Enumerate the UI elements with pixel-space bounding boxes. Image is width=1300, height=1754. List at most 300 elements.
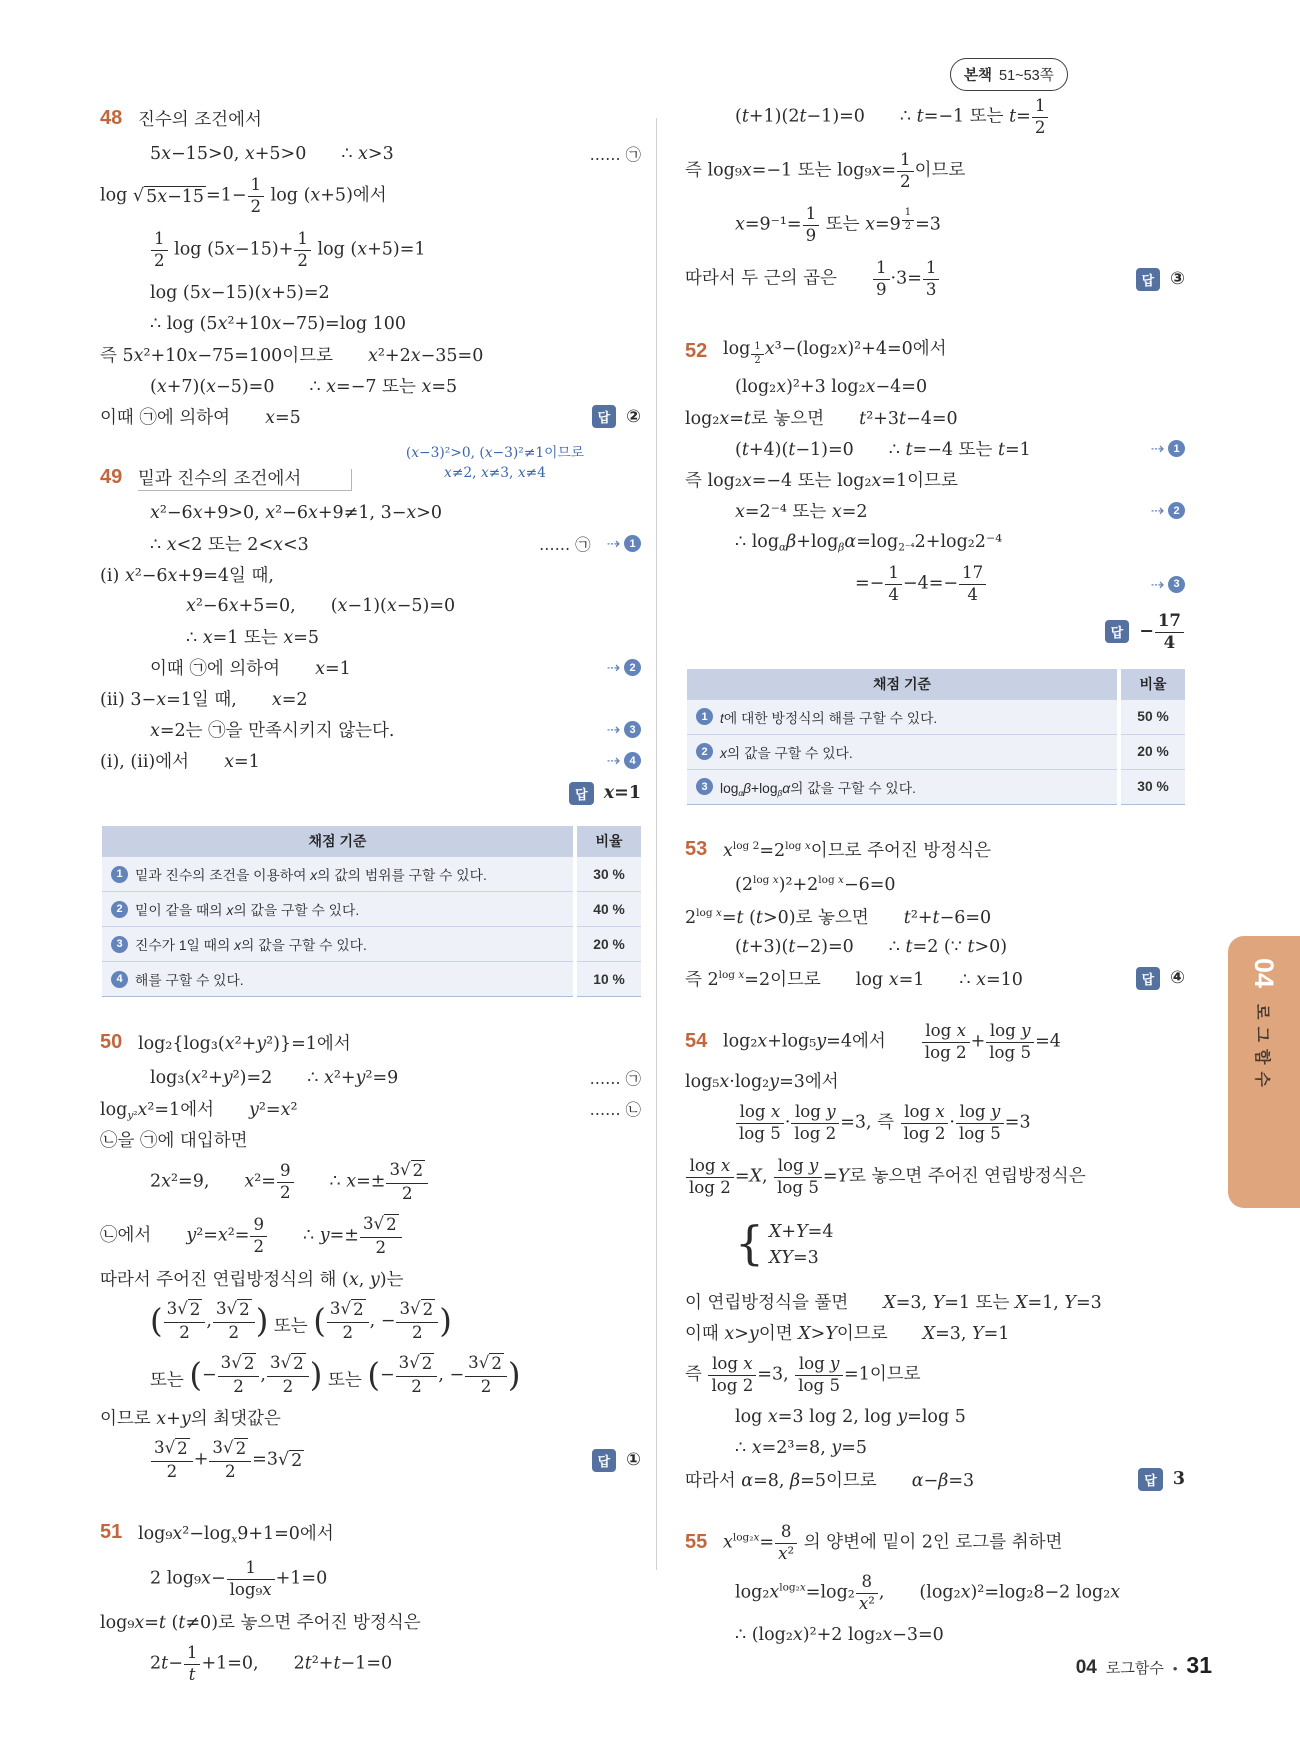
numerator: log y: [774, 1156, 822, 1178]
solution-line: [100, 683, 641, 714]
variable: y: [369, 1270, 380, 1290]
variable: x: [406, 502, 417, 523]
variable: y: [769, 1071, 780, 1092]
variable: x: [368, 346, 378, 366]
ratio-panel: [577, 826, 641, 997]
subscript: [231, 1533, 237, 1545]
variable: x: [150, 502, 160, 523]
problem-51: [100, 1514, 641, 1691]
radical-icon: √: [277, 1449, 290, 1470]
solution-line: [685, 611, 1185, 653]
fraction: [686, 1156, 734, 1198]
square-root: [479, 1353, 504, 1375]
fraction: [901, 1102, 949, 1144]
variable: x: [201, 1568, 211, 1589]
problem-number: 50: [100, 1030, 123, 1053]
math-expression: 즉 $\frac{\text{log x}}{\log 2}$ =3, $\frac{\text{log y}}{\log 5}$ =1이므로: [685, 1353, 921, 1395]
ratio-value: 10 %: [577, 961, 641, 996]
fraction: [986, 1021, 1034, 1063]
variable: y: [256, 1033, 267, 1054]
fraction: [184, 1643, 201, 1685]
variable: β: [790, 1470, 801, 1491]
step-arrow-icon: ⇢: [606, 720, 620, 739]
denominator: x²: [778, 1543, 795, 1563]
denominator: 2: [250, 197, 262, 216]
variable: β: [786, 531, 797, 552]
math-expression: 즉 5x²+10x−75=100이므로 x²+2x−35=0: [100, 346, 484, 366]
fraction: [294, 229, 311, 271]
solution-line: [100, 559, 641, 590]
solution-line: [100, 621, 641, 652]
problem-52: [685, 333, 1185, 805]
variable: x: [741, 471, 752, 491]
math-expression: (log₂x)²+3 log₂x−4=0: [735, 376, 928, 397]
subscript: 2⁻⁴: [898, 541, 915, 554]
square-root: [400, 1160, 425, 1182]
denominator: 2: [375, 1237, 387, 1257]
numerator: log y: [986, 1021, 1034, 1043]
numerator: 3 √ 2: [218, 1353, 260, 1377]
annotation-line: x≠2, x≠3, x≠4: [444, 465, 546, 481]
radical-icon: √: [223, 1438, 234, 1458]
variable: x: [738, 969, 745, 982]
step-marker: [607, 534, 641, 553]
solution-line: [100, 714, 641, 745]
variable: x: [124, 566, 135, 586]
numerator: log x: [708, 1354, 756, 1376]
variable: x: [724, 1323, 735, 1344]
numerator: 3 √ 2: [386, 1160, 428, 1184]
answer-value: ④: [1170, 968, 1185, 989]
step-number-badge: 2: [624, 659, 641, 676]
right-column: [685, 90, 1185, 1678]
problem-head: [685, 1522, 1185, 1564]
denominator: 2: [904, 220, 912, 232]
variable: x: [217, 1225, 228, 1246]
variable: Y: [932, 1292, 945, 1313]
denominator: 2: [154, 251, 165, 270]
variable: x: [200, 282, 211, 303]
math-expression: x=2는 ㉠을 만족시키지 않는다.: [150, 721, 395, 741]
solution-line: [100, 370, 641, 401]
criteria-number-badge: 4: [111, 971, 128, 988]
math-expression: log₃(x²+y²)=2 ∴ x²+y²=9: [150, 1067, 399, 1088]
math-expression: 2x²=9, x²= $\frac{9}{2}$ ∴ x=± 3 √ 2 2: [150, 1160, 429, 1204]
fraction: [386, 1160, 428, 1204]
reference-mark: …… ㉡: [589, 1100, 641, 1119]
ratio-panel: [1121, 669, 1185, 805]
variable: t: [905, 440, 913, 460]
denominator: 4: [967, 585, 978, 604]
variable: x: [167, 566, 178, 586]
denominator: log 2: [711, 1375, 754, 1395]
radicand: 2: [412, 1161, 424, 1181]
fraction: [791, 1102, 839, 1144]
answer-value: ②: [626, 406, 641, 427]
numerator: 1: [1032, 96, 1049, 118]
fraction: [803, 204, 820, 246]
solution-line: [100, 1606, 641, 1637]
table-row: [102, 891, 573, 926]
solution-line: [100, 652, 641, 683]
variable: x: [444, 465, 452, 481]
line-marks: [1093, 611, 1185, 653]
square-root: [133, 186, 206, 209]
step-arrow-icon: ⇢: [606, 751, 620, 770]
variable: x: [150, 721, 160, 741]
fraction: [856, 1572, 878, 1614]
variable: x: [234, 938, 242, 953]
math-expression: x²−6x+5=0, (x−1)(x−5)=0: [186, 595, 456, 616]
math-expression: 따라서 두 근의 곱은 $\frac{1}{9}$ ·3= $\frac{1}{3}$: [685, 258, 940, 300]
variable: x: [741, 160, 752, 181]
variable: Y: [837, 1166, 850, 1187]
math-expression: 이 연립방정식을 풀면 X=3, Y=1 또는 X=1, Y=3: [685, 1292, 1102, 1313]
variable: x: [772, 874, 779, 887]
variable: t: [1009, 106, 1017, 127]
fraction: [396, 1299, 438, 1343]
problem-head: [685, 832, 1185, 868]
variable: t: [161, 1653, 169, 1674]
chapter-number: 04: [1249, 958, 1280, 989]
variable: x: [480, 465, 489, 481]
numerator: 1: [923, 258, 940, 280]
variable: Y: [825, 1323, 837, 1344]
answer-value: 3: [1172, 1469, 1185, 1490]
line-marks: [578, 1067, 641, 1089]
table-row: [687, 699, 1117, 734]
square-root: [231, 1353, 256, 1375]
answer-value: ③: [1170, 269, 1185, 289]
variable: x: [358, 143, 368, 164]
step-arrow-icon: ⇢: [1150, 439, 1164, 458]
variable: XY: [768, 1247, 793, 1268]
variable: x: [484, 445, 493, 461]
variable: x: [310, 868, 318, 883]
variable: y: [816, 1031, 827, 1052]
table-row: [687, 734, 1117, 769]
problem-number: 53: [685, 838, 708, 861]
page-ref-badge: [950, 58, 1068, 91]
variable: x: [799, 1581, 806, 1594]
math-expression: x=2⁻⁴ 또는 x=2: [735, 502, 868, 522]
variable: α: [844, 531, 857, 552]
denominator: 2: [225, 1461, 236, 1481]
fraction: [873, 258, 890, 300]
variable: y: [826, 1101, 836, 1121]
step-marker: [1151, 439, 1185, 458]
square-root: [177, 1299, 202, 1321]
solution-line: [100, 1637, 641, 1691]
math-expression: ㉡에서 y²=x²= $\frac{9}{2}$ ∴ y=± 3 √ 2 2: [100, 1214, 403, 1258]
denominator: 9: [805, 226, 817, 245]
numerator: 8: [775, 1522, 797, 1544]
denominator: log 2: [794, 1123, 837, 1143]
math-expression: x²−6x+9>0, x²−6x+9≠1, 3−x>0: [150, 502, 443, 523]
answer-value: − $\frac{17}{4}$: [1139, 611, 1185, 653]
variable: Y: [972, 1323, 984, 1344]
answer-value: ①: [626, 1450, 641, 1470]
footer-separator-icon: •: [1172, 1661, 1178, 1676]
superscript: log₂x: [732, 1531, 760, 1544]
math-expression: 진수의 조건에서: [138, 109, 262, 130]
criteria-number-badge: 1: [696, 708, 713, 725]
ratio-value: 30 %: [577, 856, 641, 891]
variable: x: [778, 1543, 788, 1563]
variable: α: [782, 780, 791, 796]
criteria-number-badge: 3: [111, 936, 128, 953]
denominator: 2: [754, 355, 761, 367]
annotation-connector: [351, 469, 352, 490]
variable: x: [231, 1533, 238, 1546]
variable: x: [186, 595, 196, 616]
variable: x: [720, 1155, 731, 1175]
variable: t: [932, 907, 940, 928]
variable: y: [808, 1155, 819, 1175]
numerator: 1: [885, 563, 902, 585]
criteria-text: 해를 구할 수 있다.: [135, 973, 244, 988]
solution-line: [685, 464, 1185, 495]
variable: α: [911, 1470, 924, 1491]
variable: x: [271, 690, 282, 710]
variable: x: [156, 377, 167, 397]
line-marks: [595, 720, 641, 739]
radical-icon: √: [400, 1160, 411, 1180]
math-expression: log₉x=t (t≠0)로 놓으면 주어진 방정식은: [100, 1613, 421, 1633]
variable: y: [319, 1225, 330, 1246]
variable: x: [976, 969, 986, 990]
math-expression: (x+7)(x−5)=0 ∴ x=−7 또는 x=5: [150, 377, 458, 397]
variable: y: [127, 1109, 134, 1122]
paren-group: ( 3 √ 2 2 , 3 √ 2 2 ): [150, 1299, 269, 1342]
footer-chapter-number: 04: [1075, 1657, 1097, 1678]
variable: Y: [1064, 1292, 1076, 1313]
variable: x: [265, 502, 276, 523]
variable: x: [244, 143, 255, 164]
solution-line: [685, 1204, 1185, 1286]
solution-line: [100, 1155, 641, 1209]
denominator: 2: [480, 1376, 492, 1396]
line-marks: [1139, 575, 1185, 594]
step-number-badge: 3: [624, 721, 641, 738]
math-expression: 즉 log₉x=−1 또는 log₉x= $\frac{1}{2}$ 이므로: [685, 150, 966, 191]
radical-icon: √: [226, 1299, 238, 1319]
step-marker: [1151, 575, 1185, 594]
radicand: 5x−15: [146, 186, 205, 207]
solution-line: [685, 901, 1185, 932]
solution-line: [685, 1566, 1185, 1620]
variable: t: [916, 106, 924, 127]
math-expression: $x^{log_2x}=$ $\frac{8}{\text{x²}}$ 의 양변에 밑이 2인 로그를 취하면: [723, 1521, 1063, 1563]
fraction: [736, 1102, 784, 1144]
denominator: 2: [253, 1237, 265, 1256]
solution-line: [100, 528, 641, 559]
solution-line: [685, 1286, 1185, 1317]
solution-line: [685, 1464, 1185, 1495]
problem-number: 51: [100, 1520, 123, 1543]
variable: x: [315, 659, 325, 679]
solution-line: [100, 138, 641, 169]
table-row: [102, 856, 573, 891]
solution-line: [100, 1294, 641, 1348]
variable: x: [202, 628, 213, 648]
problem-54: [685, 1021, 1185, 1495]
left-column: [100, 100, 641, 1718]
math-expression: log₂x=t로 놓으면 t²+3t−4=0: [685, 409, 958, 429]
math-expression: ∴ x=1 또는 x=5: [186, 628, 319, 648]
denominator: [184, 1665, 201, 1685]
variable: X: [922, 1323, 936, 1344]
math-expression: 이때 ㉠에 의하여 x=1: [150, 659, 351, 679]
math-expression: ( 3 √ 2 2 , 3 √ 2 2 ) 또는 ( 3 √ 2 2 , − 3 √ 2 2 ): [150, 1299, 452, 1342]
numerator: log x: [736, 1102, 784, 1124]
line-marks: [595, 658, 641, 677]
numerator: 3 √ 2: [360, 1214, 402, 1238]
radical-icon: √: [177, 1299, 188, 1319]
radicand: 2: [422, 1300, 434, 1320]
denominator: x²: [858, 1593, 875, 1613]
math-expression: $\log_2x^{log_2x}=\log_2$ $\frac{8}{\text{x²}}$ , (log₂x)²=log₂8−2 log₂x: [735, 1571, 1121, 1613]
variable: X: [883, 1292, 896, 1313]
superscript: log₂x: [779, 1581, 806, 1594]
variable: t: [743, 409, 751, 429]
solution-line: [685, 557, 1185, 611]
ratio-value: 20 %: [1121, 734, 1185, 769]
variable: t: [799, 106, 807, 127]
denominator: log 2: [924, 1042, 967, 1062]
radical-icon: √: [132, 185, 145, 206]
variable: x: [421, 377, 432, 397]
numerator: log y: [956, 1102, 1004, 1124]
radicand: 2: [189, 1300, 201, 1320]
math-expression: 즉 log₂x=−4 또는 log₂x=1이므로: [685, 471, 958, 491]
math-expression: log₂x+log₅y=4에서 $\frac{\text{log x}}{\log 2}$ + $\frac{\text{log y}}{\log 5}$ =4: [723, 1020, 1061, 1062]
problem-number: 48: [100, 106, 123, 129]
variable: x: [161, 143, 172, 164]
step-number-badge: 1: [1168, 440, 1185, 457]
variable: y: [186, 1225, 197, 1246]
open-paren: (: [367, 1355, 380, 1394]
variable: y: [897, 1407, 908, 1428]
solution-line: [100, 1093, 641, 1124]
math-expression: 2 log₉x− $\frac{1}{\text{log₉x}}$ +1=0: [150, 1558, 328, 1599]
variable: x: [792, 1625, 803, 1646]
step-arrow-icon: ⇢: [606, 658, 620, 677]
fraction: [959, 563, 986, 605]
solution-line: [685, 402, 1185, 433]
solution-line: [100, 497, 641, 528]
math-expression: 5x−15>0, x+5>0 ∴ x>3: [150, 143, 394, 164]
table-header-ratio: 비율: [1121, 669, 1185, 699]
fraction: [885, 563, 902, 605]
denominator: 2: [279, 1183, 291, 1202]
radicand: 2: [421, 1354, 433, 1374]
math-expression: $\log_{y^2}x^2=1$에서 y²=x²: [100, 1100, 298, 1122]
variable: x: [837, 338, 848, 359]
variable: x: [858, 1593, 869, 1613]
math-expression: ∴ x=2³=8, y=5: [735, 1438, 868, 1459]
open-paren: (: [150, 1301, 163, 1340]
footer-page-number: 31: [1186, 1652, 1212, 1678]
variable: t: [741, 937, 749, 958]
variable: x: [411, 445, 420, 461]
solution-line: [685, 1348, 1185, 1402]
superscript: log x: [752, 874, 779, 887]
radical-icon: √: [410, 1299, 421, 1319]
math-expression: 2t− $\frac{1}{t}$ +1=0, 2t²+t−1=0: [150, 1643, 393, 1684]
denominator: 3: [925, 280, 937, 299]
line-marks: [1124, 268, 1185, 291]
table-header-ratio: 비율: [577, 826, 641, 856]
table-row: [102, 926, 573, 961]
problem-55: [685, 1522, 1185, 1651]
variable: x: [192, 502, 203, 523]
fraction: [218, 1353, 260, 1397]
math-expression: ∴ x<2 또는 2<x<3: [150, 535, 309, 555]
line-marks: [595, 751, 641, 770]
variable: t: [178, 1613, 186, 1633]
criteria-number-badge: 3: [696, 778, 713, 795]
math-expression: ㉡을 ㉠에 대입하면: [100, 1131, 248, 1151]
denominator: 4: [1163, 631, 1176, 652]
denominator: log 5: [798, 1375, 841, 1395]
variable: x: [517, 465, 526, 481]
math-expression: $x^{log 2}=2^{log x}$이므로 주어진 방정식은: [723, 840, 991, 862]
solution-line: [685, 1402, 1185, 1433]
variable: x: [206, 377, 217, 397]
variable: x: [271, 313, 282, 334]
step-marker: [1151, 501, 1185, 520]
denominator: log₉x: [229, 1580, 272, 1599]
reference-mark: …… ㉠: [589, 1069, 641, 1088]
variable: x: [166, 535, 177, 555]
variable: x: [262, 1580, 272, 1599]
open-paren: (: [313, 1301, 326, 1340]
radical-icon: √: [373, 1214, 385, 1234]
variable: x: [719, 1071, 730, 1092]
radicand: 2: [291, 1450, 303, 1471]
solution-line: [100, 1062, 641, 1093]
math-expression: $\frac{\text{log x}}{\log 2}$ =X, $\frac{\text{log y}}{\log 5}$ =Y로 놓으면 주어진 연립방정식은: [685, 1156, 1086, 1198]
denominator: 2: [297, 251, 308, 270]
variable: t: [304, 1653, 312, 1674]
criteria-text: t에 대한 방정식의 해를 구할 수 있다.: [720, 710, 938, 726]
numerator: 9: [250, 1215, 267, 1237]
variable: X: [798, 1323, 811, 1344]
variable: Y: [796, 1221, 808, 1242]
criteria-panel: [102, 826, 573, 997]
line-marks: [527, 533, 641, 555]
solution-line: [100, 277, 641, 308]
variable: t: [158, 1613, 166, 1633]
math-expression: x=9⁻¹= $\frac{1}{9}$ 또는 x=9 $^{\frac{1}{2}}$ =3: [735, 204, 941, 245]
page-footer: [1076, 1652, 1212, 1679]
annotation-connector: [138, 490, 352, 491]
solution-line: [100, 1433, 641, 1487]
equation-line: X+Y=4: [768, 1221, 834, 1242]
math-expression: 이므로 x+y의 최댓값은: [100, 1409, 281, 1429]
variable: y: [748, 1323, 759, 1344]
numerator: 3 √ 2: [396, 1353, 438, 1377]
solution-line: [100, 169, 641, 223]
variable: x: [888, 969, 899, 990]
math-expression: (t+4)(t−1)=0 ∴ t=−4 또는 t=1: [735, 440, 1031, 460]
variable: x: [161, 1171, 172, 1192]
solution-line: [100, 1348, 641, 1402]
variable: t: [741, 106, 749, 127]
close-paren: ): [507, 1355, 521, 1394]
solution-line: [100, 223, 641, 277]
